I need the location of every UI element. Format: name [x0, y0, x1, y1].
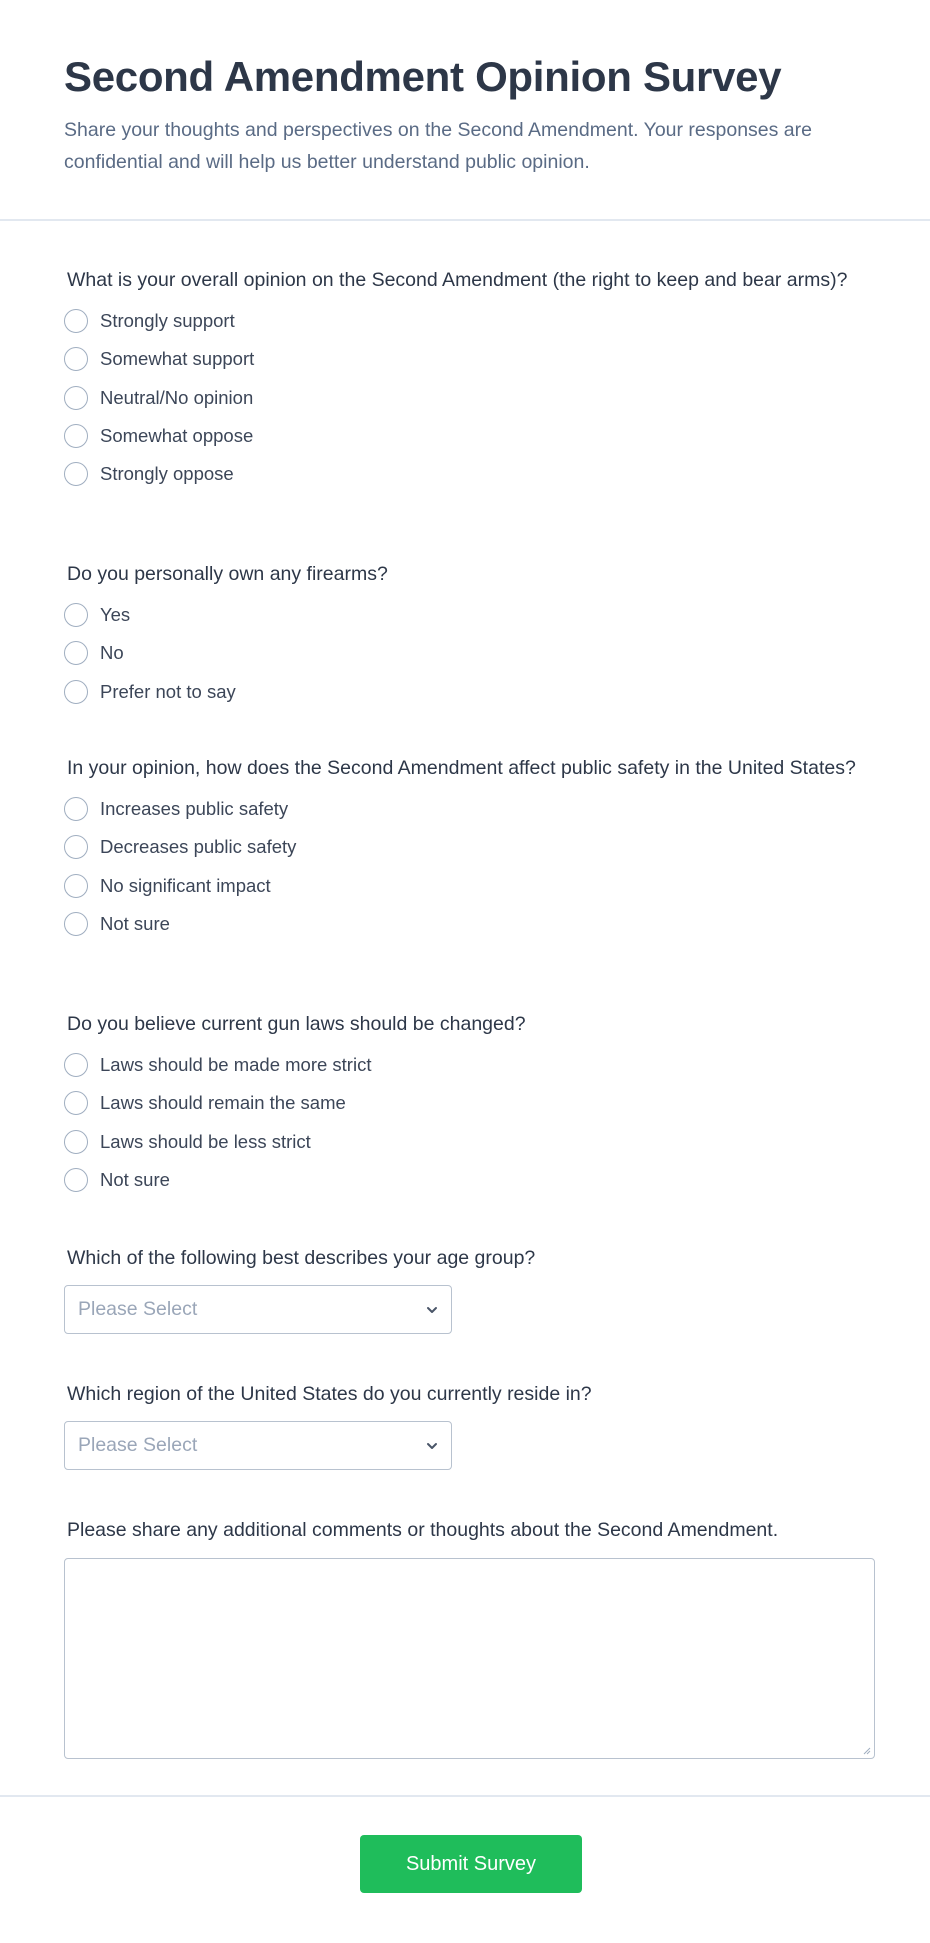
radio-button[interactable] [64, 797, 88, 821]
radio-label: Strongly oppose [100, 463, 234, 485]
radio-option[interactable] [64, 1161, 866, 1199]
question-label: Which of the following best describes your age group? [67, 1247, 536, 1269]
radio-label: Not sure [100, 913, 170, 935]
radio-label: No [100, 642, 124, 664]
radio-option[interactable] [64, 1084, 866, 1122]
question-label: Please share any additional comments or thoughts about the Second Amendment. [67, 1519, 779, 1541]
survey-form [0, 221, 930, 1759]
radio-option[interactable] [64, 1123, 866, 1161]
radio-label: Yes [100, 604, 131, 626]
radio-button[interactable] [64, 641, 88, 665]
question-comments [64, 1518, 866, 1759]
radio-button[interactable] [64, 603, 88, 627]
chevron-down-icon [425, 1439, 439, 1453]
radio-label: Somewhat oppose [100, 425, 254, 447]
radio-label: Neutral/No opinion [100, 386, 254, 408]
radio-group [64, 790, 866, 943]
radio-label: Somewhat support [100, 348, 255, 370]
select-placeholder: Please Select [78, 1298, 198, 1320]
radio-label: Not sure [100, 1169, 170, 1191]
question-firearm-ownership [64, 562, 866, 756]
radio-button[interactable] [64, 347, 88, 371]
radio-button[interactable] [64, 424, 88, 448]
chevron-down-icon [425, 1303, 439, 1317]
radio-option[interactable] [64, 790, 866, 828]
radio-group [64, 1046, 866, 1199]
question-public-safety [64, 756, 866, 1012]
form-footer [0, 1795, 930, 1875]
question-gun-laws [64, 1012, 866, 1246]
radio-label: Strongly support [100, 310, 235, 332]
radio-option[interactable] [64, 379, 866, 417]
radio-button[interactable] [64, 386, 88, 410]
radio-option[interactable] [64, 1046, 866, 1084]
radio-option[interactable] [64, 340, 866, 378]
radio-option[interactable] [64, 455, 866, 493]
radio-button[interactable] [64, 1130, 88, 1154]
question-region [64, 1382, 866, 1518]
radio-group [64, 302, 866, 493]
question-label: What is your overall opinion on the Second Amendment (the right to keep and bear arms)? [67, 269, 848, 291]
survey-header [0, 0, 930, 221]
radio-option[interactable] [64, 417, 866, 455]
radio-option[interactable] [64, 302, 866, 340]
question-label: Which region of the United States do you currently reside in? [67, 1383, 592, 1405]
radio-label: Increases public safety [100, 798, 289, 820]
question-label: Do you believe current gun laws should be changed? [67, 1013, 526, 1035]
radio-button[interactable] [64, 680, 88, 704]
question-label: In your opinion, how does the Second Amendment affect public safety in the United States? [67, 757, 856, 779]
radio-group [64, 596, 866, 711]
select-placeholder: Please Select [78, 1434, 198, 1456]
radio-option[interactable] [64, 905, 866, 943]
submit-button[interactable]: Submit Survey [360, 1835, 582, 1893]
radio-label: Decreases public safety [100, 836, 297, 858]
page-title: Second Amendment Opinion Survey [64, 53, 782, 100]
radio-button[interactable] [64, 1091, 88, 1115]
radio-button[interactable] [64, 462, 88, 486]
radio-option[interactable] [64, 673, 866, 711]
question-opinion [64, 268, 866, 562]
resize-handle-icon[interactable] [861, 1745, 871, 1755]
radio-button[interactable] [64, 874, 88, 898]
radio-button[interactable] [64, 1168, 88, 1192]
comments-textarea[interactable] [64, 1558, 875, 1759]
radio-button[interactable] [64, 1053, 88, 1077]
radio-label: Laws should remain the same [100, 1092, 346, 1114]
radio-option[interactable] [64, 828, 866, 866]
radio-option[interactable] [64, 634, 866, 672]
page-subtitle: Share your thoughts and perspectives on the Second Amendment. Your responses are confidential and will help us better understand public opinion. [64, 119, 812, 173]
radio-label: Prefer not to say [100, 680, 236, 702]
radio-button[interactable] [64, 309, 88, 333]
radio-button[interactable] [64, 912, 88, 936]
radio-button[interactable] [64, 835, 88, 859]
radio-label: Laws should be made more strict [100, 1054, 372, 1076]
radio-option[interactable] [64, 867, 866, 905]
radio-option[interactable] [64, 596, 866, 634]
question-age-group [64, 1246, 866, 1382]
question-label: Do you personally own any firearms? [67, 563, 388, 585]
age-group-select[interactable] [64, 1285, 452, 1334]
region-select[interactable] [64, 1421, 452, 1470]
radio-label: No significant impact [100, 874, 271, 896]
radio-label: Laws should be less strict [100, 1130, 311, 1152]
